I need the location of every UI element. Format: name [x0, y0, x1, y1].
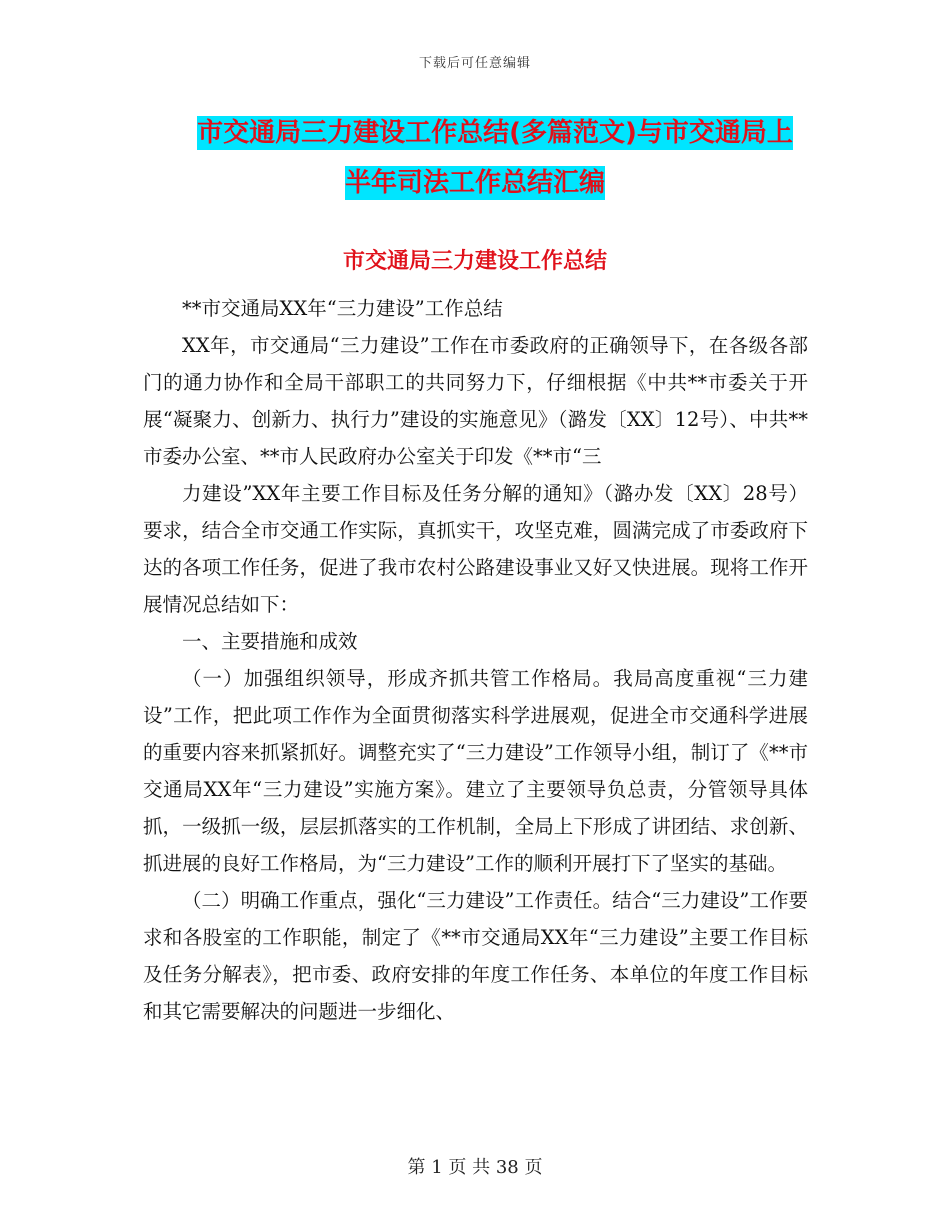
- paragraph: XX年，市交通局“三力建设”工作在市委政府的正确领导下，在各级各部门的通力协作和全局干部职工的共同努力下，仔细根据《中共**市委关于开展“凝聚力、创新力、执行力”建设的实施意见》（潞发〔XX〕12号）、中共**市委办公室、**市人民政府办公室关于印发《**市“三: [143, 334, 808, 468]
- body-text: [143, 290, 808, 1030]
- title-highlight-1: 市交通局三力建设工作总结(多篇范文)与市交通局上: [197, 118, 793, 148]
- paragraph: （二）明确工作重点，强化“三力建设”工作责任。结合“三力建设”工作要求和各股室的工作职能，制定了《**市交通局XX年“三力建设”主要工作目标及任务分解表》，把市委、政府安排的年度工作任务、本单位的年度工作目标和其它需要解决的问题进一步细化、: [143, 889, 808, 1023]
- paragraph: （一）加强组织领导，形成齐抓共管工作格局。我局高度重视“三力建设”工作，把此项工作作为全面贯彻落实科学进展观，促进全市交通科学进展的重要内容来抓紧抓好。调整充实了“三力建设”工作领导小组，制订了《**市交通局XX年“三力建设”实施方案》。建立了主要领导负总责，分管领导具体抓，一级抓一级，层层抓落实的工作机制，全局上下形成了讲团结、求创新、抓进展的良好工作格局，为“三力建设”工作的顺利开展打下了坚实的基础。: [143, 667, 808, 875]
- paragraph: 力建设”XX年主要工作目标及任务分解的通知》（潞办发〔XX〕28号）要求，结合全市交通工作实际，真抓实干，攻坚克难，圆满完成了市委政府下达的各项工作任务，促进了我市农村公路建设事业又好又快进展。现将工作开展情况总结如下：: [143, 482, 808, 616]
- document-title: [0, 108, 950, 208]
- section-title: 市交通局三力建设工作总结: [342, 249, 607, 274]
- document-title-line-1: [0, 108, 950, 158]
- title-highlight-2: 半年司法工作总结汇编: [344, 168, 605, 198]
- page-number: 第 1 页 共 38 页: [407, 1157, 543, 1178]
- document-title-line-2: [0, 158, 950, 208]
- paragraph-subtitle: **市交通局XX年“三力建设”工作总结: [182, 297, 503, 320]
- paragraph-heading: 一、主要措施和成效: [182, 630, 358, 653]
- header-note: 下载后可任意编辑: [418, 56, 531, 71]
